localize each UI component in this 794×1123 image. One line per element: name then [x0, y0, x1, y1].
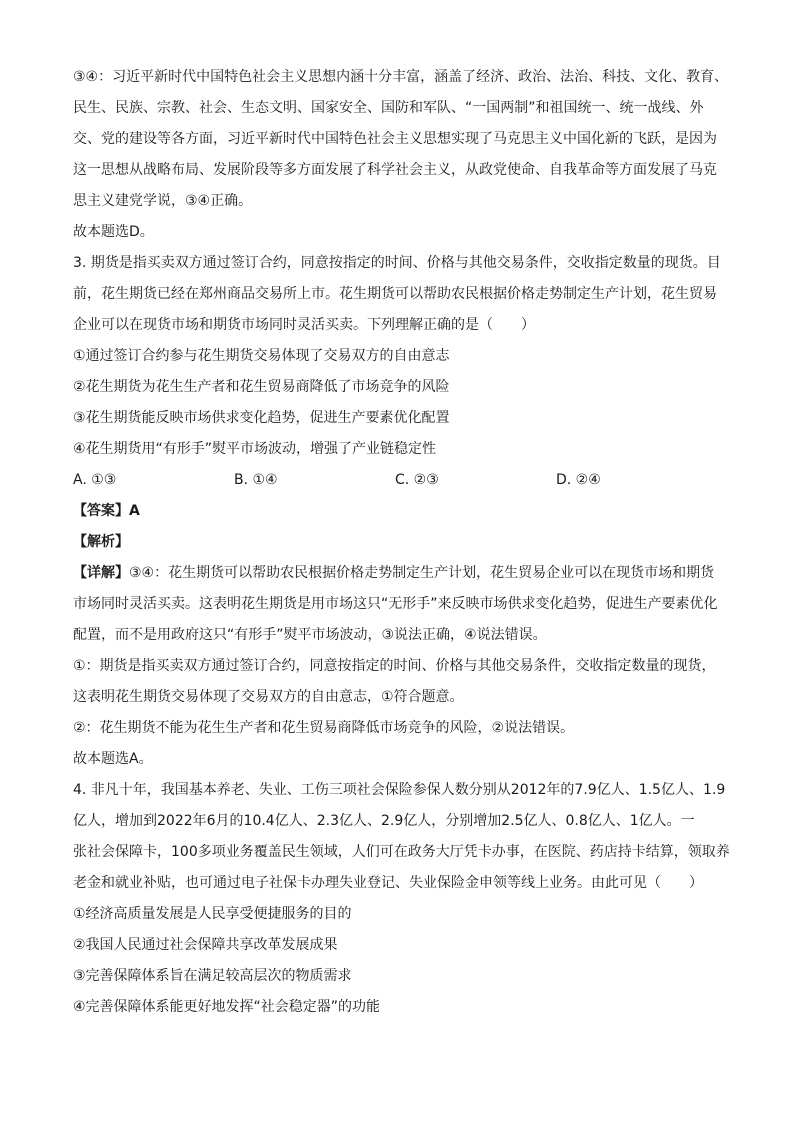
text-line: 思主义建党学说，③④正确。	[73, 193, 253, 209]
analysis-heading: 【解析】	[73, 534, 129, 550]
text-line: 这一思想从战略布局、发展阶段等多方面发展了科学社会主义，从政党使命、自我革命等方面发展了马克	[73, 162, 717, 178]
detail-line: 这表明花生期货交易体现了交易双方的自由意志，①符合题意。	[73, 689, 464, 705]
question-stem-line: 4. 非凡十年，我国基本养老、失业、工伤三项社会保险参保人数分别从2012年的7.9亿人、1.5亿人、1.9	[73, 782, 726, 798]
statement-3: ③完善保障体系旨在满足较高层次的物质需求	[73, 968, 352, 984]
detail-line: ②：花生期货不能为花生生产者和花生贸易商降低市场竞争的风险，②说法错误。	[73, 720, 575, 736]
option-c: C. ②③	[395, 472, 439, 488]
question-stem-line: 老金和就业补贴，也可通过电子社保卡办理失业登记、失业保险金申领等线上业务。由此可见（ ）	[73, 875, 703, 891]
detail-line: 市场同时灵活买卖。这表明花生期货是用市场这只“无形手”来反映市场供求变化趋势，促进生产要素优化	[73, 596, 718, 612]
question-4	[73, 775, 733, 1023]
document-page	[73, 62, 733, 1023]
question-stem-line: 亿人，增加到2022年6月的10.4亿人、2.3亿人、2.9亿人，分别增加2.5亿人、0.8亿人、1亿人。一	[73, 813, 695, 829]
conclusion-line: 故本题选A。	[73, 751, 153, 767]
statement-2: ②花生期货为花生生产者和花生贸易商降低了市场竞争的风险	[73, 379, 450, 395]
detail-prefix: 【详解】	[73, 565, 129, 581]
question-stem-line: 3. 期货是指买卖双方通过签订合约，同意按指定的时间、价格与其他交易条件，交收指定数量的现货。目	[73, 255, 721, 271]
statement-4: ④花生期货用“有形手”熨平市场波动，增强了产业链稳定性	[73, 441, 437, 457]
option-d: D. ②④	[556, 472, 601, 488]
text-line: 交、党的建设等各方面，习近平新时代中国特色社会主义思想实现了马克思主义中国化新的飞跃，是因为	[73, 131, 717, 147]
detail-line: 配置，而不是用政府这只“有形手”熨平市场波动，③说法正确，④说法错误。	[73, 627, 547, 643]
statement-2: ②我国人民通过社会保障共享改革发展成果	[73, 937, 338, 953]
answer-label: 【答案】A	[73, 503, 140, 519]
statement-3: ③花生期货能反映市场供求变化趋势，促进生产要素优化配置	[73, 410, 450, 426]
prev-answer-explanation	[73, 62, 733, 248]
option-b: B. ①④	[234, 472, 278, 488]
text-line: ③④：习近平新时代中国特色社会主义思想内涵十分丰富，涵盖了经济、政治、法治、科技、文化、教育、	[73, 69, 729, 85]
detail-line	[73, 558, 733, 589]
question-stem-line: 企业可以在现货市场和期货市场同时灵活买卖。下列理解正确的是（ ）	[73, 317, 535, 333]
answer-options	[73, 465, 733, 496]
question-stem-line: 前，花生期货已经在郑州商品交易所上市。花生期货可以帮助农民根据价格走势制定生产计划，花生贸易	[73, 286, 717, 302]
statement-4: ④完善保障体系能更好地发挥“社会稳定器”的功能	[73, 999, 381, 1015]
statement-1: ①通过签订合约参与花生期货交易体现了交易双方的自由意志	[73, 348, 450, 364]
text-line: 民生、民族、宗教、社会、生态文明、国家安全、国防和军队、“一国两制”和祖国统一、统一战线、外	[73, 100, 704, 116]
question-stem-line: 张社会保障卡，100多项业务覆盖民生领域，人们可在政务大厅凭卡办事，在医院、药店持卡结算，领取养	[73, 844, 730, 860]
option-a: A. ①③	[73, 472, 117, 488]
conclusion-line: 故本题选D。	[73, 224, 154, 240]
statement-1: ①经济高质量发展是人民享受便捷服务的目的	[73, 906, 352, 922]
question-3	[73, 248, 733, 775]
detail-line: ①：期货是指买卖双方通过签订合约，同意按指定的时间、价格与其他交易条件，交收指定数量的现货，	[73, 658, 716, 674]
detail-text: ③④：花生期货可以帮助农民根据价格走势制定生产计划，花生贸易企业可以在现货市场和期货	[129, 565, 715, 581]
